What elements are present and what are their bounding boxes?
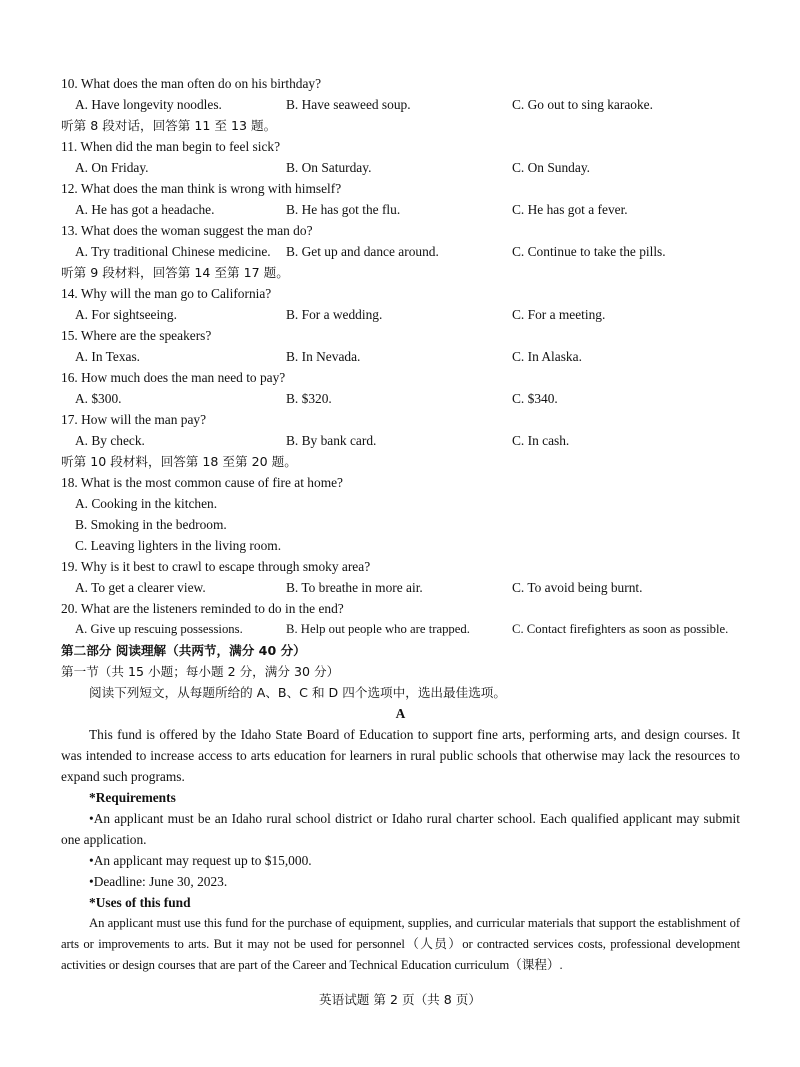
passage-intro: This fund is offered by the Idaho State Board of Education to support fine arts, performing arts, and design courses. It was intended to increase access to arts education for learners in rural public schools that otherwise may lack the resources to expand such programs.	[61, 727, 740, 784]
option-a: A. Cooking in the kitchen.	[75, 496, 218, 511]
question-20: 20. What are the listeners reminded to do in the end?	[61, 601, 344, 616]
question-13: 13. What does the woman suggest the man do?	[61, 223, 313, 238]
uses-paragraph: An applicant must use this fund for the purchase of equipment, supplies, and curricular materials that support the establishment of arts or improvements to arts. But it may not be used for personnel（人员）or contracted services costs, professional development activities or design courses that are part of the Career and Technical Education curriculum（课程）.	[61, 916, 740, 972]
option-b: B. On Saturday.	[286, 160, 372, 175]
option-c: C. In cash.	[512, 433, 570, 448]
option-a: A. $300.	[75, 391, 122, 406]
question-12: 12. What does the man think is wrong with himself?	[61, 181, 342, 196]
question-19: 19. Why is it best to crawl to escape through smoky area?	[61, 559, 371, 574]
question-17: 17. How will the man pay?	[61, 412, 207, 427]
directions: 阅读下列短文，从每题所给的 A、B、C 和 D 四个选项中，选出最佳选项。	[89, 685, 506, 700]
option-a: A. He has got a headache.	[75, 202, 215, 217]
option-b: B. To breathe in more air.	[286, 580, 423, 595]
requirement-item: •An applicant must be an Idaho rural school district or Idaho rural charter school. Each qualified applicant may submit one application.	[61, 811, 740, 847]
option-c: C. Contact firefighters as soon as possible.	[512, 622, 729, 636]
options-10	[61, 94, 740, 115]
uses-heading: *Uses of this fund	[89, 895, 191, 910]
option-b: B. By bank card.	[286, 433, 377, 448]
instruction-dialogue-8: 听第 8 段对话，回答第 11 至 13 题。	[61, 118, 277, 133]
section-title: 第一节（共 15 小题；每小题 2 分，满分 30 分）	[61, 664, 340, 679]
instruction-material-10: 听第 10 段材料，回答第 18 至第 20 题。	[61, 454, 297, 469]
option-b: B. For a wedding.	[286, 307, 383, 322]
question-11: 11. When did the man begin to feel sick?	[61, 139, 281, 154]
option-a: A. Try traditional Chinese medicine.	[75, 244, 271, 259]
part-title: 第二部分 阅读理解（共两节，满分 40 分）	[61, 643, 306, 658]
options-12	[61, 199, 740, 220]
option-c: C. He has got a fever.	[512, 202, 628, 217]
option-c: C. $340.	[512, 391, 558, 406]
option-c: C. Go out to sing karaoke.	[512, 97, 653, 112]
options-13	[61, 241, 740, 262]
option-c: C. For a meeting.	[512, 307, 606, 322]
option-c: C. Continue to take the pills.	[512, 244, 666, 259]
option-c: C. In Alaska.	[512, 349, 582, 364]
options-11	[61, 157, 740, 178]
option-a: A. In Texas.	[75, 349, 141, 364]
option-b: B. In Nevada.	[286, 349, 361, 364]
option-b: B. He has got the flu.	[286, 202, 401, 217]
option-a: A. On Friday.	[75, 160, 149, 175]
options-20	[61, 619, 740, 640]
option-a: A. To get a clearer view.	[75, 580, 206, 595]
option-b: B. Help out people who are trapped.	[286, 622, 470, 636]
question-18: 18. What is the most common cause of fire at home?	[61, 475, 343, 490]
question-15: 15. Where are the speakers?	[61, 328, 212, 343]
option-a: A. For sightseeing.	[75, 307, 177, 322]
option-a: A. By check.	[75, 433, 145, 448]
options-17	[61, 430, 740, 451]
requirement-item: •Deadline: June 30, 2023.	[89, 874, 228, 889]
passage-letter: A	[395, 706, 406, 721]
option-c: C. Leaving lighters in the living room.	[75, 538, 282, 553]
option-a: A. Have longevity noodles.	[75, 97, 222, 112]
options-15	[61, 346, 740, 367]
page-footer: 英语试题 第 2 页（共 8 页）	[319, 992, 481, 1007]
question-14: 14. Why will the man go to California?	[61, 286, 272, 301]
options-14	[61, 304, 740, 325]
instruction-material-9: 听第 9 段材料，回答第 14 至第 17 题。	[61, 265, 289, 280]
requirement-item: •An applicant may request up to $15,000.	[89, 853, 312, 868]
option-c: C. To avoid being burnt.	[512, 580, 643, 595]
option-a: A. Give up rescuing possessions.	[75, 622, 243, 636]
option-b: B. $320.	[286, 391, 332, 406]
requirements-heading: *Requirements	[89, 790, 176, 805]
options-16	[61, 388, 740, 409]
question-10: 10. What does the man often do on his birthday?	[61, 76, 322, 91]
option-c: C. On Sunday.	[512, 160, 590, 175]
options-19	[61, 577, 740, 598]
option-b: B. Have seaweed soup.	[286, 97, 411, 112]
option-b: B. Get up and dance around.	[286, 244, 439, 259]
option-b: B. Smoking in the bedroom.	[75, 517, 227, 532]
question-16: 16. How much does the man need to pay?	[61, 370, 286, 385]
